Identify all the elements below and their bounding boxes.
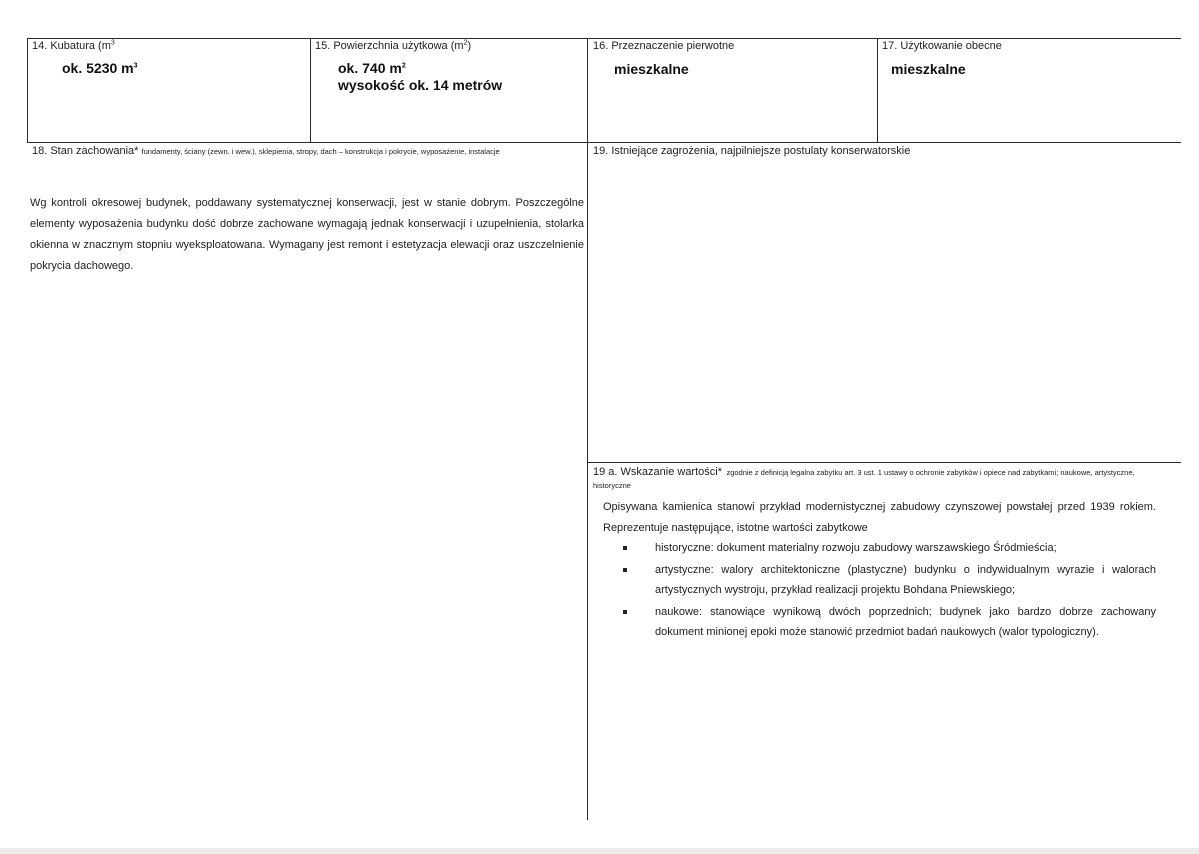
field-18-label — [32, 145, 500, 157]
row1-bottom-border — [27, 142, 1181, 143]
field-17-value: mieszkalne — [891, 61, 966, 77]
field-19a-list — [597, 538, 1156, 643]
field-17-label: 17. Użytkowanie obecne — [882, 40, 1002, 52]
field-16-label: 16. Przeznaczenie pierwotne — [593, 40, 735, 52]
field-15-value-text: ok. 740 m — [338, 60, 402, 76]
field-14-label-sup: 3 — [110, 39, 115, 47]
field-15-label-sup: 2 — [463, 39, 468, 47]
field-18-label-note: fundamenty, ściany (zewn. i wew.), sklepienia, stropy, dach – konstrukcja i pokrycie, wyposażenie, instalacje — [141, 147, 500, 156]
list-item-text: artystyczne: walory architektoniczne (plastyczne) budynku o indywidualnym wyrazie i walorach artystycznych wystroju, przykład realizacji projektu Bohdana Pniewskiego; — [655, 563, 1156, 596]
list-item — [597, 560, 1156, 601]
field-19a-label-text: 19 a. Wskazanie wartości* — [593, 466, 722, 478]
divider-16-17 — [877, 38, 878, 143]
field-14-value — [62, 60, 138, 76]
field-15-label — [315, 40, 471, 52]
section19a-top-border — [587, 462, 1181, 463]
list-item-text: naukowe: stanowiące wynikową dwóch poprzednich; budynek jako bardzo dobrze zachowany dokument minionej epoki może stanowić przedmiot badań naukowych (walor typologiczny). — [655, 605, 1156, 638]
divider-14-15 — [310, 38, 311, 143]
list-item-text: historyczne: dokument materialny rozwoju zabudowy warszawskiego Śródmieścia; — [655, 542, 1057, 554]
field-18-label-text: 18. Stan zachowania* — [32, 145, 139, 157]
field-15-label-text: 15. Powierzchnia użytkowa (m — [315, 40, 464, 52]
field-15-value-sup: 2 — [401, 62, 406, 70]
field-14-value-sup: 3 — [133, 62, 138, 70]
field-15-label-end: ) — [467, 40, 472, 52]
scan-edge — [0, 848, 1199, 854]
bullet-icon — [623, 546, 627, 550]
left-border — [27, 38, 28, 143]
field-15-value — [338, 60, 406, 76]
field-15-value2: wysokość ok. 14 metrów — [338, 77, 503, 93]
list-item — [597, 602, 1156, 643]
field-14-label-text: 14. Kubatura (m — [32, 40, 111, 52]
field-16-value: mieszkalne — [614, 61, 689, 77]
field-19a-label — [593, 465, 1165, 491]
bullet-icon — [623, 568, 627, 572]
field-19-label: 19. Istniejące zagrożenia, najpilniejsze postulaty konserwatorskie — [593, 145, 911, 157]
field-14-label — [32, 40, 115, 52]
field-14-value-text: ok. 5230 m — [62, 60, 134, 76]
field-19a-intro: Opisywana kamienica stanowi przykład modernistycznej zabudowy czynszowej powstałej przed 1939 rokiem. Reprezentuje następujące, istotne wartości zabytkowe — [603, 501, 1156, 534]
top-border — [27, 38, 1181, 39]
field-18-text: Wg kontroli okresowej budynek, poddawany systematycznej konserwacji, jest w stanie dobrym. Poszczególne elementy wyposażenia budynku dość dobrze zachowane wymagają jednak konserwacji i uzupełnienia, stolarka okienna w znacznym stopniu wyeksploatowana. Wymagany jest remont i estetyzacja elewacji oraz uszczelnienie pokrycia dachowego. — [30, 197, 584, 272]
list-item — [597, 538, 1156, 559]
bullet-icon — [623, 610, 627, 614]
field-19a-label-note: zgodnie z definicją legalna zabytku art. 3 ust. 1 ustawy o ochronie zabytków i opiece nad zabytkami; naukowe, artystyczne, historyczne — [593, 468, 1135, 490]
divider-main — [587, 38, 588, 820]
